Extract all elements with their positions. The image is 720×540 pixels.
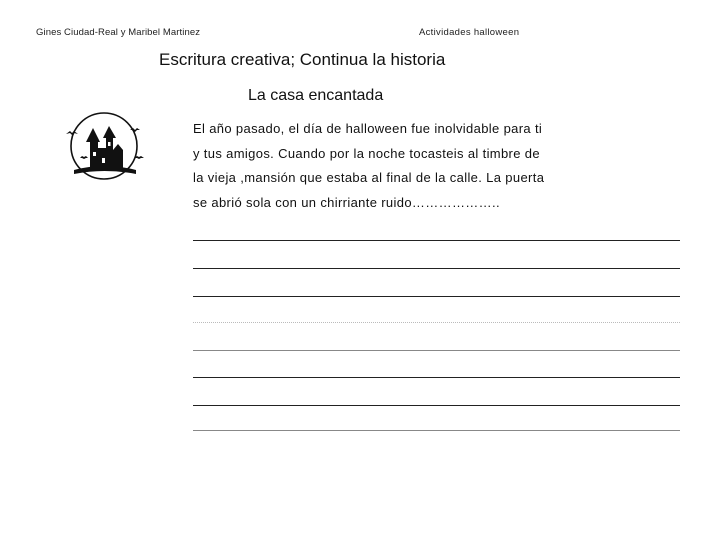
- writing-line[interactable]: [193, 296, 680, 297]
- haunted-house-icon: [46, 108, 170, 188]
- writing-line[interactable]: [193, 377, 680, 378]
- writing-line[interactable]: [193, 405, 680, 406]
- story-line: la vieja ,mansión que estaba al final de la calle. La puerta: [193, 170, 545, 185]
- story-title: La casa encantada: [248, 87, 384, 104]
- subject-header: Actividades halloween: [419, 27, 520, 38]
- writing-line[interactable]: [193, 240, 680, 241]
- story-paragraph: [193, 117, 683, 215]
- story-line: El año pasado, el día de halloween fue inolvidable para ti: [193, 121, 543, 136]
- writing-line[interactable]: [193, 322, 680, 323]
- writing-line[interactable]: [193, 430, 680, 431]
- writing-line[interactable]: [193, 268, 680, 269]
- worksheet-title: Escritura creativa; Continua la historia: [159, 50, 446, 69]
- story-line: se abrió sola con un chirriante ruido………………..: [193, 194, 500, 210]
- writing-line[interactable]: [193, 350, 680, 351]
- story-line: y tus amigos. Cuando por la noche tocasteis al timbre de: [193, 145, 540, 161]
- author-header: Gines Ciudad-Real y Maribel Martinez: [36, 27, 201, 38]
